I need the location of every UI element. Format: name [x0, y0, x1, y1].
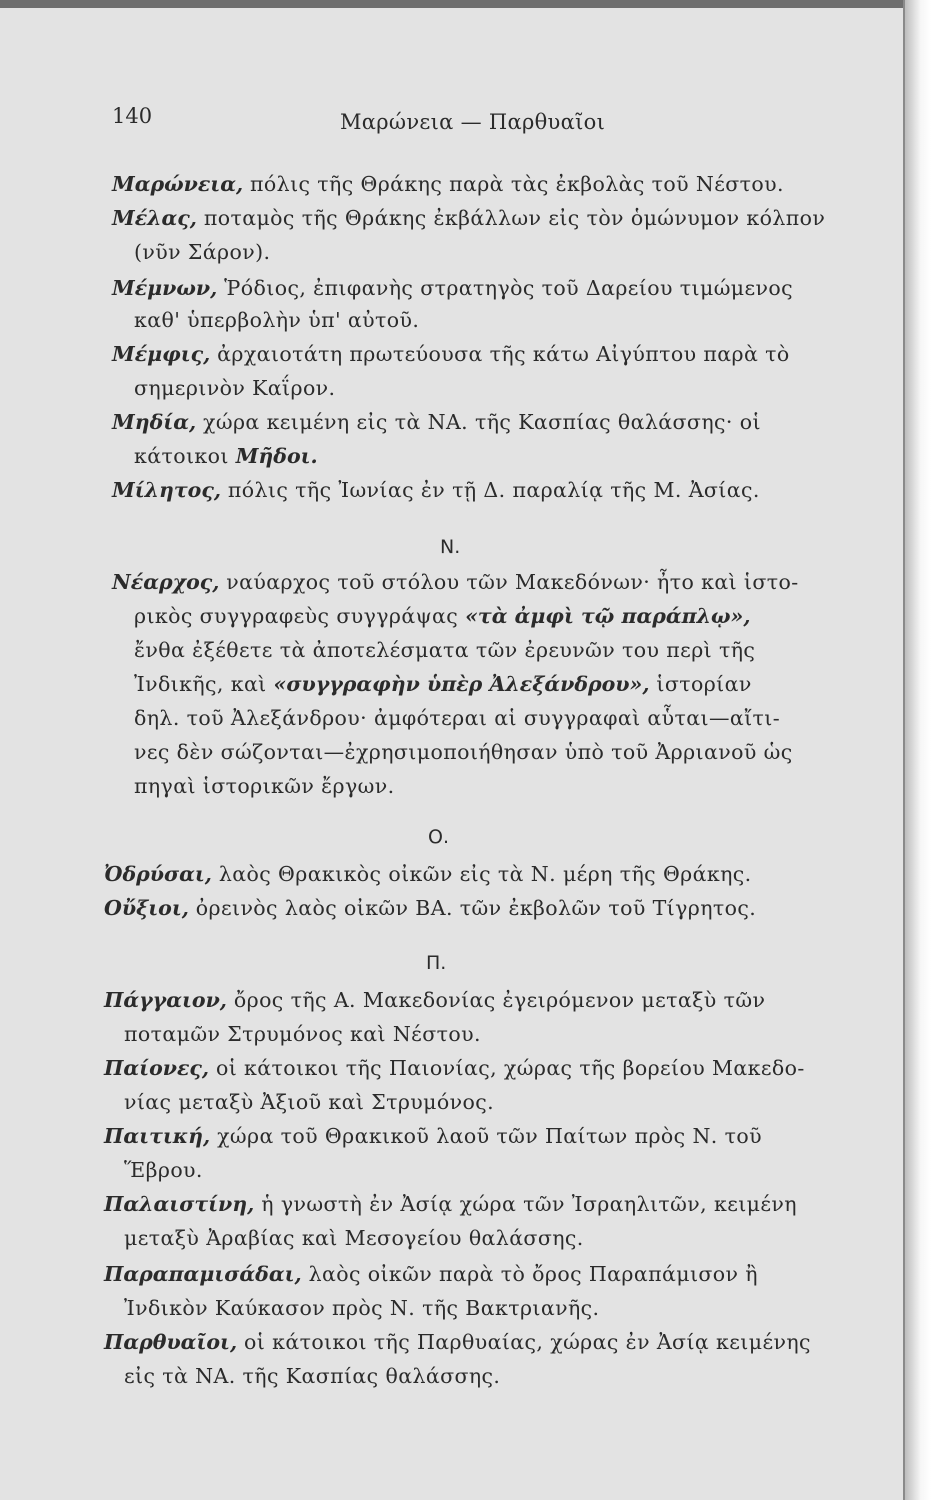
- entry-text: Ῥόδιος, ἐπιφανὴς στρατηγὸς τοῦ Δαρείου τιμώμενος: [217, 276, 794, 300]
- page-number: 140: [112, 104, 153, 128]
- entry-headword: Οὔξιοι,: [104, 896, 189, 920]
- entry-line: [112, 410, 761, 434]
- entry-line: [104, 896, 756, 920]
- emphasis-title: «τὰ ἀμφὶ τῷ παράπλῳ»,: [465, 604, 751, 628]
- entry-continuation: Ἰνδικὸν Καύκασον πρὸς Ν. τῆς Βακτριανῆς.: [124, 1296, 600, 1320]
- entry-text: χώρα τοῦ Θρακικοῦ λαοῦ τῶν Παίτων πρὸς Ν. τοῦ: [210, 1124, 762, 1148]
- entry-line: [104, 862, 752, 886]
- section-letter-o: Ο.: [428, 826, 449, 848]
- entry-text: πόλις τῆς Ἰωνίας ἐν τῇ Δ. παραλίᾳ τῆς Μ. Ἀσίας.: [220, 478, 760, 502]
- entry-headword: Πάγγαιον,: [104, 988, 227, 1012]
- entry-headword: Μίλητος,: [112, 478, 221, 502]
- section-letter-n: Ν.: [440, 536, 461, 558]
- entry-headword: Μέλας,: [112, 206, 197, 230]
- entry-continuation: κάτοικοι Μῆδοι.: [134, 444, 318, 468]
- entry-headword: Παλαιστίνη,: [104, 1192, 255, 1216]
- entry-line: [112, 172, 784, 196]
- entry-text: λαὸς Θρακικὸς οἰκῶν εἰς τὰ Ν. μέρη τῆς Θράκης.: [211, 862, 752, 886]
- entry-continuation: νες δὲν σώζονται—ἐχρησιμοποιήθησαν ὑπὸ τοῦ Ἀρριανοῦ ὡς: [134, 740, 793, 764]
- entry-line: [104, 1192, 797, 1216]
- entry-line: [112, 570, 799, 594]
- entry-continuation: ποταμῶν Στρυμόνος καὶ Νέστου.: [124, 1022, 481, 1046]
- entry-headword: Παρθυαῖοι,: [104, 1330, 238, 1354]
- entry-headword: Ὀδρύσαι,: [104, 862, 212, 886]
- entry-text: ὄρος τῆς Α. Μακεδονίας ἐγειρόμενον μεταξὺ τῶν: [226, 988, 766, 1012]
- entry-continuation: πηγαὶ ἱστορικῶν ἔργων.: [134, 774, 395, 798]
- entry-line: [104, 1262, 758, 1286]
- entry-headword: Μαρώνεια,: [112, 172, 244, 196]
- entry-text: πόλις τῆς Θράκης παρὰ τὰς ἐκβολὰς τοῦ Νέστου.: [243, 172, 784, 196]
- entry-continuation: ἔνθα ἐξέθετε τὰ ἀποτελέσματα τῶν ἐρευνῶν του περὶ τῆς: [134, 638, 756, 662]
- entry-text: ἀρχαιοτάτη πρωτεύουσα τῆς κάτω Αἰγύπτου παρὰ τὸ: [210, 342, 790, 366]
- entry-line: [112, 276, 793, 300]
- entry-text: χώρα κειμένη εἰς τὰ ΝΑ. τῆς Κασπίας θαλάσσης· οἱ: [196, 410, 761, 434]
- entry-text: λαὸς οἰκῶν παρὰ τὸ ὄρος Παραπάμισον ἢ: [301, 1262, 758, 1286]
- entry-continuation: καθ' ὑπερβολὴν ὑπ' αὐτοῦ.: [134, 308, 420, 332]
- entry-continuation: νίας μεταξὺ Ἀξιοῦ καὶ Στρυμόνος.: [124, 1090, 495, 1114]
- entry-line: [112, 342, 790, 366]
- entry-headword: Παιτική,: [104, 1124, 211, 1148]
- entry-headword: Μέμφις,: [112, 342, 211, 366]
- entry-line: [112, 206, 825, 230]
- emphasis-term: Μῆδοι.: [235, 444, 318, 468]
- book-spine-edge: [905, 0, 931, 1500]
- entry-continuation: δηλ. τοῦ Ἀλεξάνδρου· ἀμφότεραι αἱ συγγραφαὶ αὗται—αἴτι-: [134, 706, 781, 730]
- entry-continuation: ρικὸς συγγραφεὺς συγγράψας «τὰ ἀμφὶ τῷ παράπλῳ»,: [134, 604, 751, 628]
- entry-continuation: μεταξὺ Ἀραβίας καὶ Μεσογείου θαλάσσης.: [124, 1226, 584, 1250]
- entry-continuation: (νῦν Σάρον).: [134, 240, 271, 264]
- entry-line: [104, 1330, 811, 1354]
- page-top-edge: [0, 0, 905, 8]
- entry-line: [112, 478, 760, 502]
- entry-headword: Παραπαμισάδαι,: [104, 1262, 302, 1286]
- entry-continuation: Ἰνδικῆς, καὶ «συγγραφὴν ὑπὲρ Ἀλεξάνδρου», ἱστορίαν: [134, 672, 752, 696]
- entry-continuation: σημερινὸν Καΐρον.: [134, 376, 336, 400]
- entry-headword: Παίονες,: [104, 1056, 210, 1080]
- entry-line: [104, 1056, 805, 1080]
- entry-text: ποταμὸς τῆς Θράκης ἐκβάλλων εἰς τὸν ὁμώνυμον κόλπον: [196, 206, 826, 230]
- entry-headword: Νέαρχος,: [112, 570, 220, 594]
- section-letter-p: Π.: [426, 952, 447, 974]
- emphasis-title: «συγγραφὴν ὑπὲρ Ἀλεξάνδρου»,: [273, 672, 650, 696]
- entry-line: [104, 988, 765, 1012]
- entry-continuation: εἰς τὰ ΝΑ. τῆς Κασπίας θαλάσσης.: [124, 1364, 501, 1388]
- entry-text: οἱ κάτοικοι τῆς Παιονίας, χώρας τῆς βορείου Μακεδο-: [209, 1056, 805, 1080]
- entry-text: ὀρεινὸς λαὸς οἰκῶν ΒΑ. τῶν ἐκβολῶν τοῦ Τίγρητος.: [188, 896, 757, 920]
- running-title: Μαρώνεια — Παρθυαῖοι: [340, 110, 606, 134]
- entry-continuation: Ἕβρου.: [124, 1158, 203, 1182]
- entry-line: [104, 1124, 762, 1148]
- entry-text: οἱ κάτοικοι τῆς Παρθυαίας, χώρας ἐν Ἀσίᾳ κειμένης: [237, 1330, 811, 1354]
- entry-text: ναύαρχος τοῦ στόλου τῶν Μακεδόνων· ἦτο καὶ ἱστο-: [219, 570, 799, 594]
- entry-headword: Μηδία,: [112, 410, 197, 434]
- entry-headword: Μέμνων,: [112, 276, 218, 300]
- entry-text: ἡ γνωστὴ ἐν Ἀσίᾳ χώρα τῶν Ἰσραηλιτῶν, κειμένη: [254, 1192, 797, 1216]
